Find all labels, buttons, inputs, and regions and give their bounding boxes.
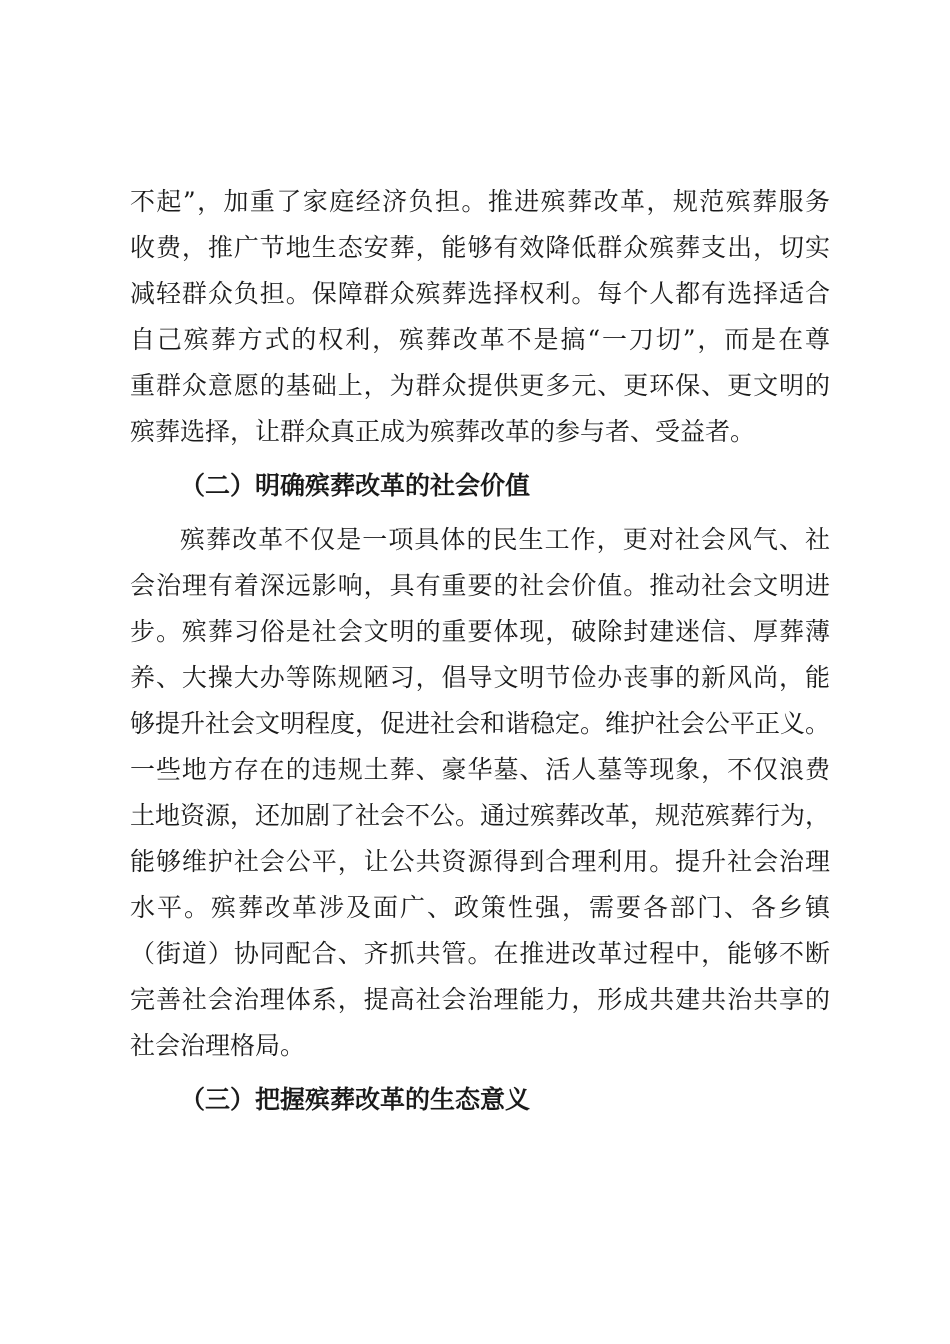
paragraph-1-line: 殡葬选择，让群众真正成为殡葬改革的参与者、受益者。 <box>130 417 756 446</box>
paragraph-2-line: 土地资源，还加剧了社会不公。通过殡葬改革，规范殡葬行为， <box>130 801 831 830</box>
paragraph-1-line: 收费，推广节地生态安葬，能够有效降低群众殡葬支出，切实 <box>130 233 830 262</box>
paragraph-2-line: 殡葬改革不仅是一项具体的民生工作，更对社会风气、社 <box>180 525 830 554</box>
paragraph-2-line: 会治理有着深远影响，具有重要的社会价值。推动社会文明进 <box>130 571 830 600</box>
paragraph-2-line: 步。殡葬习俗是社会文明的重要体现，破除封建迷信、厚葬薄 <box>130 617 830 646</box>
paragraph-2-line: 社会治理格局。 <box>130 1031 306 1060</box>
section-heading-3: （三）把握殡葬改革的生态意义 <box>180 1085 531 1114</box>
paragraph-2-line: （街道）协同配合、齐抓共管。在推进改革过程中，能够不断 <box>130 939 830 968</box>
paragraph-1-line: 重群众意愿的基础上，为群众提供更多元、更环保、更文明的 <box>130 371 830 400</box>
paragraph-2-line: 完善社会治理体系，提高社会治理能力，形成共建共治共享的 <box>130 985 830 1014</box>
section-heading-2: （二）明确殡葬改革的社会价值 <box>180 471 531 500</box>
paragraph-1-line: 不起”，加重了家庭经济负担。推进殡葬改革，规范殡葬服务 <box>130 187 830 216</box>
paragraph-2-line: 够提升社会文明程度，促进社会和谐稳定。维护社会公平正义。 <box>130 709 831 738</box>
paragraph-2-line: 一些地方存在的违规土葬、豪华墓、活人墓等现象，不仅浪费 <box>130 755 830 784</box>
paragraph-2-line: 能够维护社会公平，让公共资源得到合理利用。提升社会治理 <box>130 847 830 876</box>
paragraph-1-line: 自己殡葬方式的权利，殡葬改革不是搞“一刀切”，而是在尊 <box>130 325 830 354</box>
paragraph-2-line: 水平。殡葬改革涉及面广、政策性强，需要各部门、各乡镇 <box>130 893 830 922</box>
paragraph-2-line: 养、大操大办等陈规陋习，倡导文明节俭办丧事的新风尚，能 <box>130 663 830 692</box>
paragraph-1-line: 减轻群众负担。保障群众殡葬选择权利。每个人都有选择适合 <box>130 279 830 308</box>
